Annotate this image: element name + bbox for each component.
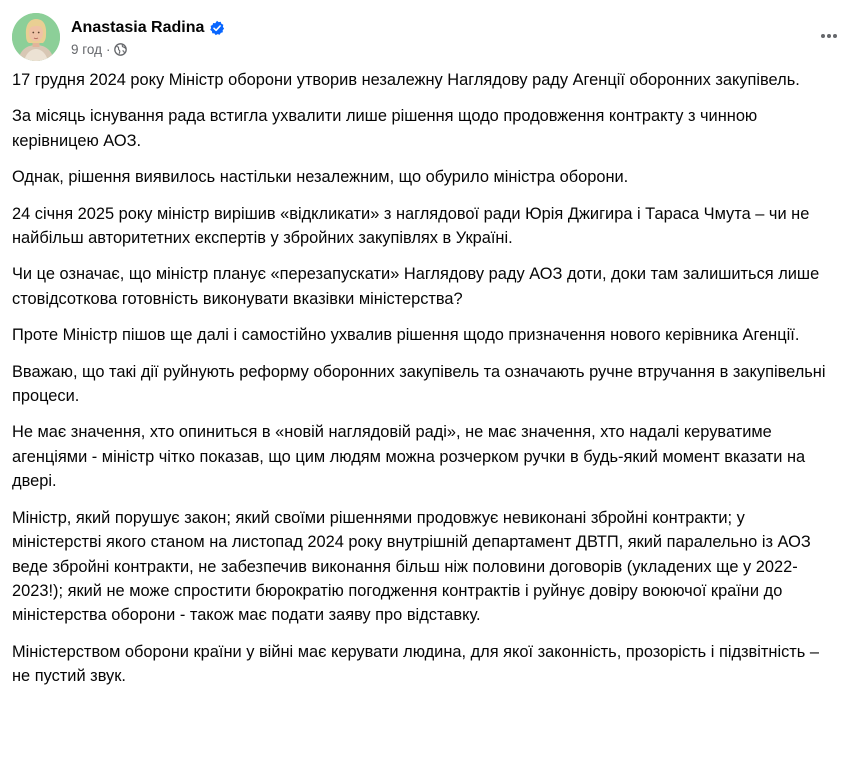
- post-timestamp[interactable]: 9 год: [71, 42, 102, 57]
- globe-icon[interactable]: [114, 43, 127, 56]
- post-meta: [71, 17, 225, 57]
- post-body: [12, 68, 832, 701]
- more-options-icon: [819, 26, 839, 46]
- post-paragraph: Вважаю, що такі дії руйнують реформу оборонних закупівель та означають ручне втручання в закупівельні процеси.: [12, 362, 826, 406]
- post-header: [12, 12, 844, 62]
- post-time-row: [71, 42, 225, 57]
- author-row: [71, 17, 225, 39]
- post-paragraph: Чи це означає, що міністр планує «перезапускати» Наглядову раду АОЗ доти, доки там залишиться лише стовідсоткова готовність виконувати вказівки міністерства?: [12, 265, 820, 308]
- post-paragraph: 24 січня 2025 року міністр вирішив «відкликати» з наглядової ради Юрія Джигира і Тараса Чмута – чи не найбільш авторитетних експертів у збройних закупівлях в Україні.: [12, 204, 810, 248]
- more-options-button[interactable]: [814, 21, 844, 51]
- post-paragraph: Міністр, який порушує закон; який своїми рішеннями продовжує невиконані збройні контракти; у міністерстві якого станом на листопад 2024 року внутрішній департамент ДВТП, який паралельно із АОЗ веде збройні контракти, не забезпечив виконання більш ніж половини договорів (укладених ще у 2022-2023!); який не може спростити бюрократію погодження контрактів і руйнує довіру воюючої країни до міністерства оборони - також має подати заяву про відставку.: [12, 508, 811, 625]
- verified-badge-icon: [209, 20, 225, 36]
- post-paragraph: Проте Міністр пішов ще далі і самостійно ухвалив рішення щодо призначення нового керівника Агенції.: [12, 326, 800, 345]
- dot-separator: ·: [105, 42, 111, 57]
- post-paragraph: 17 грудня 2024 року Міністр оборони утворив незалежну Наглядову раду Агенції оборонних закупівель.: [12, 71, 800, 89]
- avatar-portrait-icon: [12, 13, 60, 61]
- post-paragraph: Однак, рішення виявилось настільки незалежним, що обурило міністра оборони.: [12, 168, 629, 187]
- avatar[interactable]: [12, 13, 60, 61]
- post-paragraph: Не має значення, хто опиниться в «новій наглядовій раді», не має значення, хто надалі керуватиме агенціями - міністр чітко показав, що цим людям можна розчерком ручки в будь-який момент вказати на двері.: [12, 423, 806, 491]
- post-paragraph: Міністерством оборони країни у війні має керувати людина, для якої законність, прозорість і підзвітність – не пустий звук.: [12, 642, 819, 686]
- post-paragraph: За місяць існування рада встигла ухвалити лише рішення щодо продовження контракту з чинною керівницею АОЗ.: [12, 107, 758, 150]
- author-name[interactable]: Anastasia Radina: [71, 19, 205, 36]
